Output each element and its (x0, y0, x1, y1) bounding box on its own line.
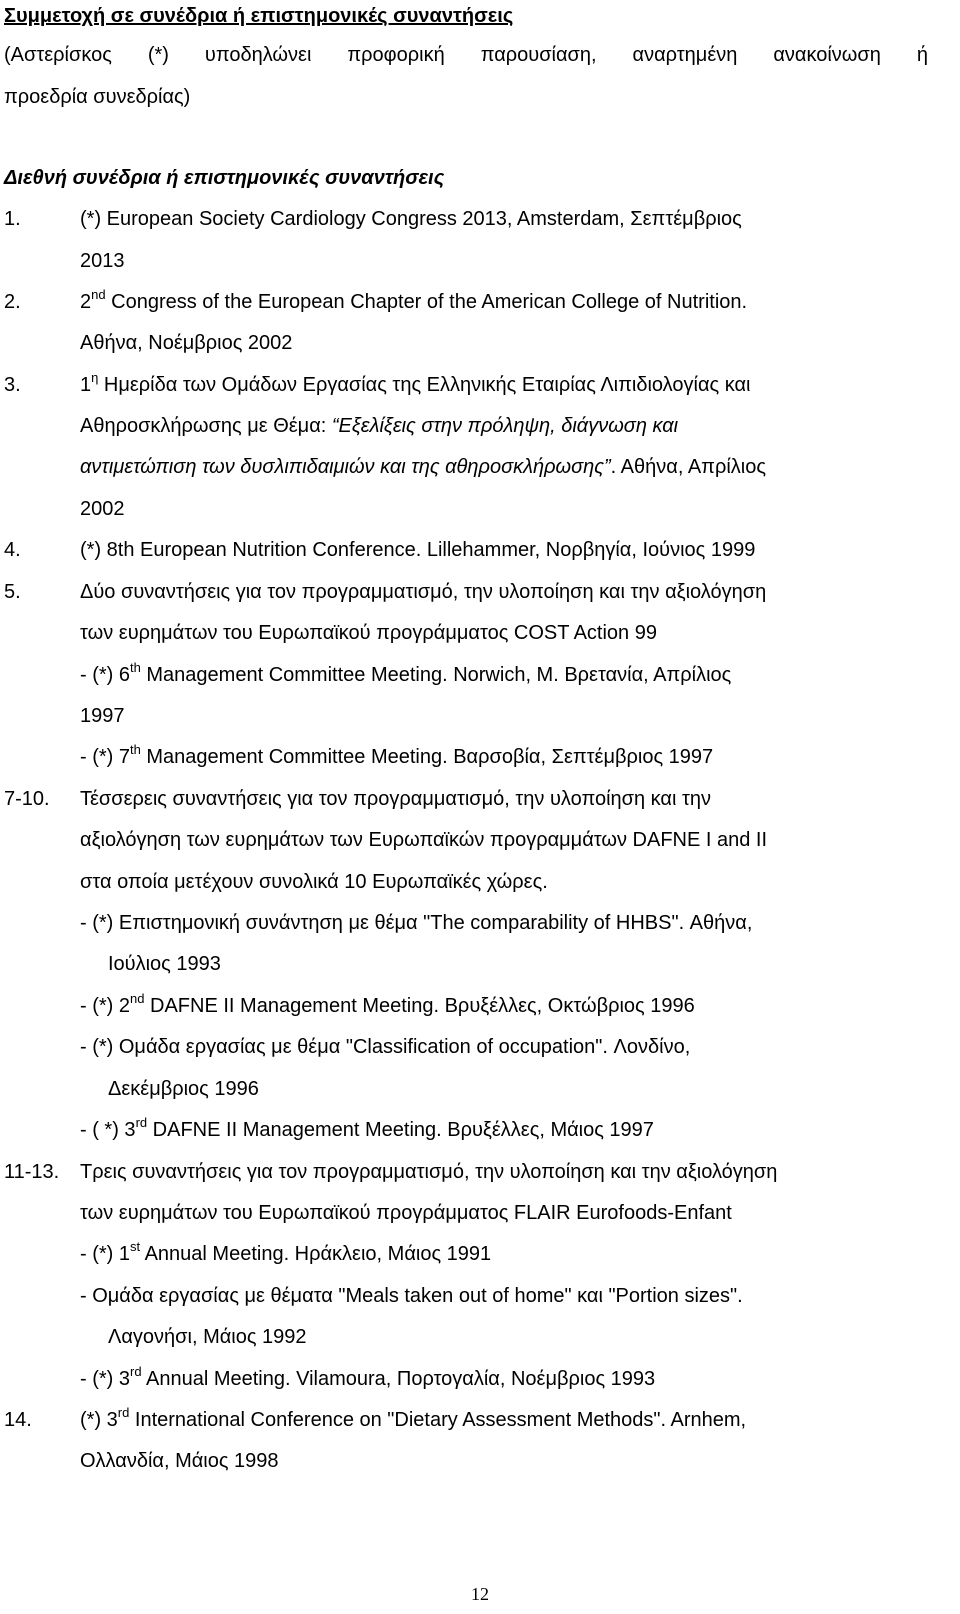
item-5-line2: των ευρημάτων του Ευρωπαϊκού προγράμματος COST Action 99 (80, 622, 657, 644)
subheading: Διεθνή συνέδρια ή επιστημονικές συναντήσεις (4, 167, 445, 189)
item-7-line3: στα οποία μετέχουν συνολικά 10 Ευρωπαϊκές χώρες. (80, 871, 548, 893)
item-number: 1. (4, 208, 21, 230)
item-11-sub1: - (*) 1st Annual Meeting. Ηράκλειο, Μάιος 1991 (80, 1239, 492, 1265)
item-11-sub3: - (*) 3rd Annual Meeting. Vilamoura, Πορτογαλία, Νοέμβριος 1993 (80, 1364, 656, 1390)
item-number: 3. (4, 374, 21, 396)
note-word: υποδηλώνει (204, 44, 312, 66)
item-11-sub2: - Ομάδα εργασίας με θέματα "Meals taken out of home" και "Portion sizes". (80, 1285, 743, 1307)
item-7-sub3: - (*) Ομάδα εργασίας με θέμα "Classification of occupation". Λονδίνο, (80, 1036, 691, 1058)
item-1-line1: (*) European Society Cardiology Congress 2013, Amsterdam, Σεπτέμβριος (80, 208, 742, 230)
item-2-line2: Αθήνα, Νοέμβριος 2002 (80, 332, 293, 354)
section-note-line2: προεδρία συνεδρίας) (4, 86, 191, 108)
item-number: 14. (4, 1409, 32, 1431)
section-note-line1 (4, 43, 928, 67)
item-7-sub2: - (*) 2nd DAFNE II Management Meeting. Βρυξέλλες, Οκτώβριος 1996 (80, 991, 695, 1017)
note-word: ανακοίνωση (773, 44, 881, 66)
item-1-line2: 2013 (80, 250, 125, 272)
item-3-line3: αντιμετώπιση των δυσλιπιδαιμιών και της αθηροσκλήρωσης”. Αθήνα, Απρίλιος (80, 456, 766, 478)
item-7-line1: Τέσσερεις συναντήσεις για τον προγραμματισμό, την υλοποίηση και την (80, 788, 712, 810)
page-number: 12 (471, 1584, 489, 1604)
item-11-line1: Τρεις συναντήσεις για τον προγραμματισμό, την υλοποίηση και την αξιολόγηση (80, 1161, 778, 1183)
item-7-sub1-line2: Ιούλιος 1993 (108, 953, 221, 975)
item-5-sub1-line2: 1997 (80, 705, 125, 727)
item-5-sub2: - (*) 7th Management Committee Meeting. Βαρσοβία, Σεπτέμβριος 1997 (80, 742, 714, 768)
item-3-line4: 2002 (80, 498, 125, 520)
note-word: προφορική (347, 44, 445, 66)
item-4-text: (*) 8th European Nutrition Conference. Lillehammer, Νορβηγία, Ιούνιος 1999 (80, 539, 756, 561)
section-title: Συμμετοχή σε συνέδρια ή επιστημονικές συναντήσεις (4, 5, 514, 27)
item-3-line2: Αθηροσκλήρωσης με Θέμα: “Εξελίξεις στην πρόληψη, διάγνωση και (80, 415, 679, 437)
item-number: 7-10. (4, 788, 50, 810)
item-11-line2: των ευρημάτων του Ευρωπαϊκού προγράμματος FLAIR Eurofoods-Enfant (80, 1202, 732, 1224)
note-word: (*) (147, 44, 169, 66)
item-2-line1: 2nd Congress of the European Chapter of the American College of Nutrition. (80, 287, 748, 313)
item-5-line1: Δύο συναντήσεις για τον προγραμματισμό, την υλοποίηση και την αξιολόγηση (80, 581, 767, 603)
item-7-sub4: - ( *) 3rd DAFNE II Management Meeting. Βρυξέλλες, Μάιος 1997 (80, 1115, 654, 1141)
item-number: 4. (4, 539, 21, 561)
item-number: 2. (4, 291, 21, 313)
item-number: 11-13. (4, 1161, 60, 1183)
item-14-line1: (*) 3rd International Conference on "Dietary Assessment Methods". Arnhem, (80, 1405, 747, 1431)
note-word: (Αστερίσκος (4, 44, 112, 66)
item-number: 5. (4, 581, 21, 603)
item-7-sub3-line2: Δεκέμβριος 1996 (108, 1078, 259, 1100)
item-11-sub2-line2: Λαγονήσι, Μάιος 1992 (108, 1326, 307, 1348)
note-word: ή (916, 44, 928, 66)
item-14-line2: Ολλανδία, Μάιος 1998 (80, 1450, 279, 1472)
item-3-line1: $1^\eta$ Ημερίδα των Ομάδων Εργασίας της Ελληνικής Εταιρίας Λιπιδιολογίας και (80, 370, 751, 396)
item-7-line2: αξιολόγηση των ευρημάτων των Ευρωπαϊκών προγραμμάτων DAFNE I and II (80, 829, 768, 851)
note-word: παρουσίαση, (480, 44, 597, 66)
item-5-sub1: - (*) 6th Management Committee Meeting. Norwich, Μ. Βρετανία, Απρίλιος (80, 660, 732, 686)
note-word: αναρτημένη (632, 44, 738, 66)
item-7-sub1: - (*) Επιστημονική συνάντηση με θέμα "The comparability of HHBS". Αθήνα, (80, 912, 753, 934)
